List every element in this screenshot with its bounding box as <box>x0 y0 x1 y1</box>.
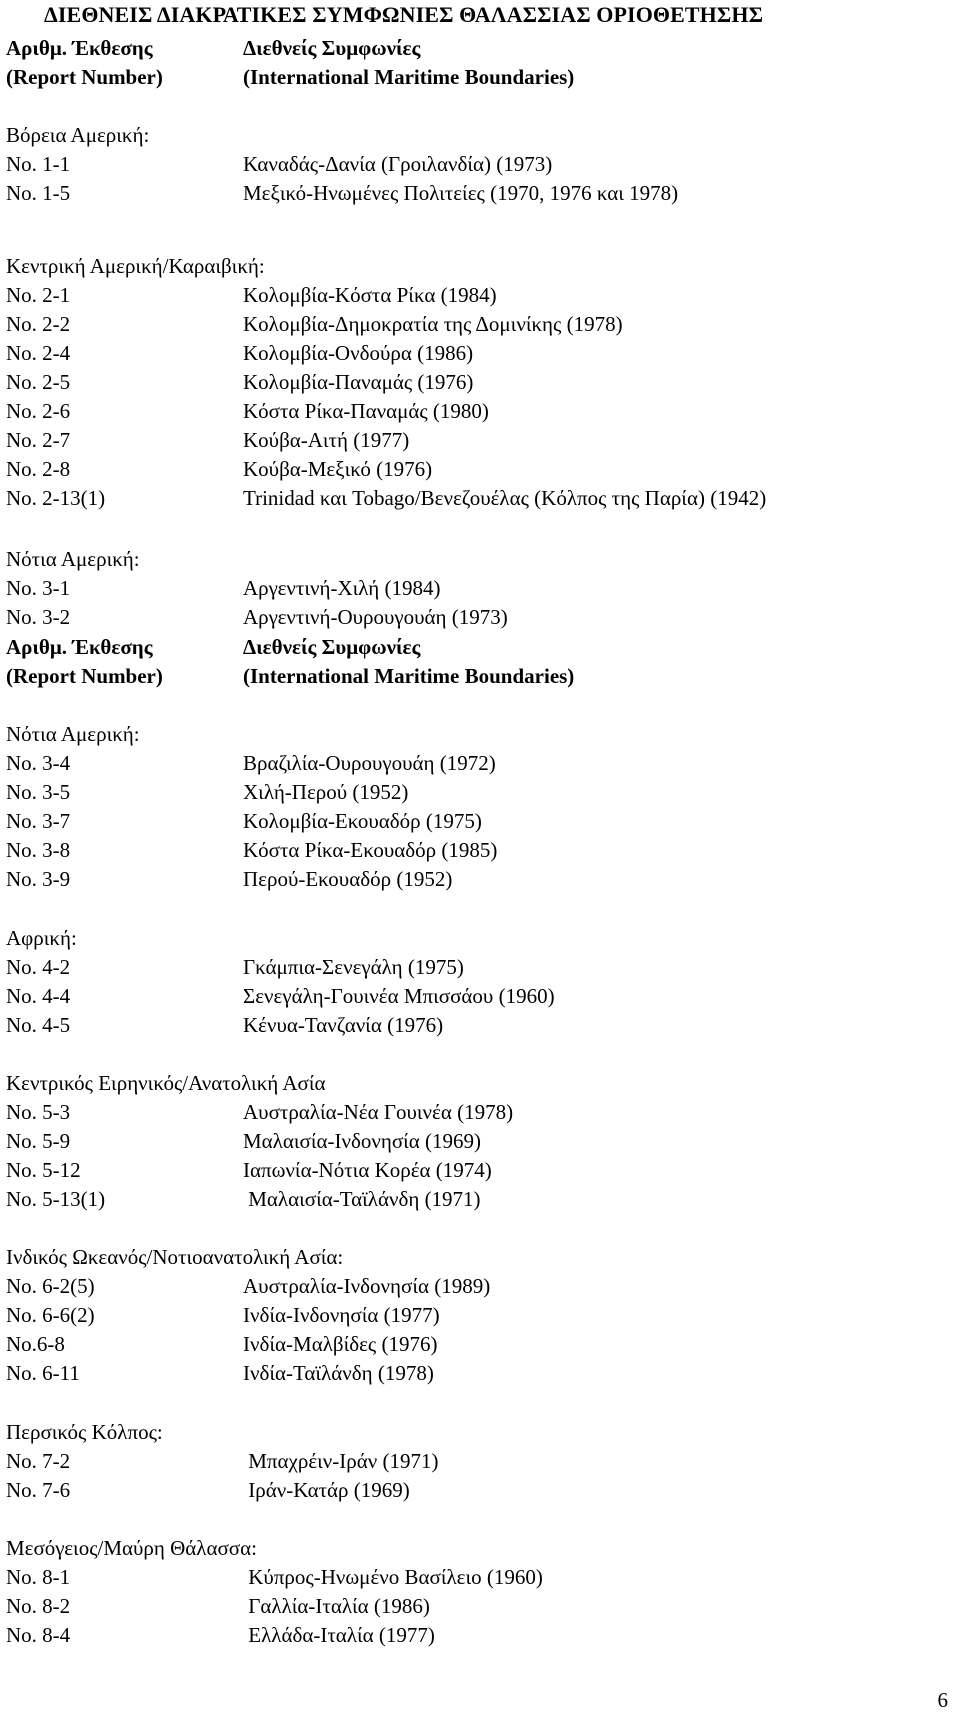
report-number: No.6-8 <box>6 1332 65 1356</box>
section-heading: Αφρική: <box>6 926 77 950</box>
list-item <box>6 749 946 778</box>
report-number: No. 1-5 <box>6 181 71 205</box>
section-africa <box>6 924 946 1040</box>
list-item <box>6 1621 946 1650</box>
agreement-name: Κύπρος-Ηνωμένο Βασίλειο (1960) <box>243 1565 543 1589</box>
report-number: No. 2-6 <box>6 399 71 423</box>
agreements-header: Διεθνείς Συμφωνίες <box>243 36 421 60</box>
agreement-name: Κόστα Ρίκα-Εκουαδόρ (1985) <box>243 838 498 862</box>
report-number: No. 3-7 <box>6 809 71 833</box>
report-number: No. 8-2 <box>6 1594 71 1618</box>
list-item <box>6 982 946 1011</box>
report-number: No. 4-5 <box>6 1013 71 1037</box>
list-item <box>6 1563 946 1592</box>
list-item <box>6 1098 946 1127</box>
section-indian-ocean <box>6 1243 946 1388</box>
section-south-america-2 <box>6 720 946 894</box>
report-number: No. 2-2 <box>6 312 71 336</box>
list-item <box>6 368 946 397</box>
agreement-name: Ελλάδα-Ιταλία (1977) <box>243 1623 435 1647</box>
report-number: No. 5-13(1) <box>6 1187 106 1211</box>
agreement-name: Γκάμπια-Σενεγάλη (1975) <box>243 955 464 979</box>
report-number: No. 3-4 <box>6 751 71 775</box>
page-title: ΔΙΕΘΝΕΙΣ ΔΙΑΚΡΑΤΙΚΕΣ ΣΥΜΦΩΝΙΕΣ ΘΑΛΑΣΣΙΑΣ ΟΡΙΟΘΕΤΗΣΗΣ <box>44 2 764 27</box>
list-item <box>6 865 946 894</box>
section-heading: Κεντρικός Ειρηνικός/Ανατολική Ασία <box>6 1071 326 1095</box>
report-number: No. 1-1 <box>6 152 71 176</box>
report-number: No. 8-1 <box>6 1565 71 1589</box>
column-header <box>6 34 946 92</box>
report-number: No. 2-1 <box>6 283 71 307</box>
report-number: No. 5-12 <box>6 1158 81 1182</box>
report-number: No. 4-2 <box>6 955 71 979</box>
agreement-name: Κόστα Ρίκα-Παναμάς (1980) <box>243 399 489 423</box>
list-item <box>6 1272 946 1301</box>
agreement-name: Ινδία-Ταϊλάνδη (1978) <box>243 1361 434 1385</box>
section-heading: Περσικός Κόλπος: <box>6 1420 163 1444</box>
list-item <box>6 1592 946 1621</box>
agreement-name: Κούβα-Μεξικό (1976) <box>243 457 433 481</box>
agreement-name: Αυστραλία-Ινδονησία (1989) <box>243 1274 491 1298</box>
agreement-name: Μαλαισία-Ινδονησία (1969) <box>243 1129 482 1153</box>
agreement-name: Ιράν-Κατάρ (1969) <box>243 1478 410 1502</box>
report-number: No. 6-11 <box>6 1361 80 1385</box>
section-heading: Ινδικός Ωκεανός/Νοτιοανατολική Ασία: <box>6 1245 344 1269</box>
list-item <box>6 339 946 368</box>
report-number: No. 8-4 <box>6 1623 71 1647</box>
agreement-name: Κολομβία-Παναμάς (1976) <box>243 370 474 394</box>
report-number-header: Αριθμ. Έκθεσης <box>6 36 153 60</box>
report-number: No. 3-1 <box>6 576 71 600</box>
list-item <box>6 150 946 179</box>
list-item <box>6 310 946 339</box>
report-number: No. 2-13(1) <box>6 486 106 510</box>
section-heading: Βόρεια Αμερική: <box>6 123 150 147</box>
report-number: No. 3-8 <box>6 838 71 862</box>
agreement-name: Περού-Εκουαδόρ (1952) <box>243 867 453 891</box>
report-number: No. 2-8 <box>6 457 71 481</box>
list-item <box>6 603 946 632</box>
list-item <box>6 953 946 982</box>
report-number: No. 2-4 <box>6 341 71 365</box>
section-persian-gulf <box>6 1418 946 1505</box>
list-item <box>6 179 946 208</box>
report-number: No. 4-4 <box>6 984 71 1008</box>
report-number-header-en: (Report Number) <box>6 664 163 688</box>
list-item <box>6 281 946 310</box>
list-item <box>6 1127 946 1156</box>
list-item <box>6 1330 946 1359</box>
agreement-name: Μαλαισία-Ταϊλάνδη (1971) <box>243 1187 481 1211</box>
report-number: No. 3-2 <box>6 605 71 629</box>
column-header-repeat <box>6 633 946 691</box>
agreement-name: Αργεντινή-Ουρουγουάη (1973) <box>243 605 508 629</box>
list-item <box>6 426 946 455</box>
report-number: No. 5-9 <box>6 1129 71 1153</box>
list-item <box>6 807 946 836</box>
report-number: No. 7-6 <box>6 1478 71 1502</box>
agreement-name: Γαλλία-Ιταλία (1986) <box>243 1594 430 1618</box>
list-item <box>6 836 946 865</box>
section-central-america <box>6 252 946 513</box>
page-number: 6 <box>937 1688 948 1712</box>
agreements-header-en: (International Maritime Boundaries) <box>243 65 575 89</box>
agreement-name: Χιλή-Περού (1952) <box>243 780 409 804</box>
report-number: No. 3-5 <box>6 780 71 804</box>
list-item <box>6 455 946 484</box>
agreement-name: Κολομβία-Δημοκρατία της Δομινίκης (1978) <box>243 312 623 336</box>
list-item <box>6 574 946 603</box>
agreement-name: Μεξικό-Ηνωμένες Πολιτείες (1970, 1976 και 1978) <box>243 181 679 205</box>
agreement-name: Κούβα-Αιτή (1977) <box>243 428 410 452</box>
section-heading: Κεντρική Αμερική/Καραιβική: <box>6 254 265 278</box>
section-heading: Νότια Αμερική: <box>6 547 140 571</box>
section-pacific-east-asia <box>6 1069 946 1214</box>
list-item <box>6 1011 946 1040</box>
agreement-name: Αργεντινή-Χιλή (1984) <box>243 576 441 600</box>
list-item <box>6 1359 946 1388</box>
agreement-name: Καναδάς-Δανία (Γροιλανδία) (1973) <box>243 152 553 176</box>
report-number: No. 2-7 <box>6 428 71 452</box>
report-number: No. 5-3 <box>6 1100 71 1124</box>
report-number: No. 7-2 <box>6 1449 71 1473</box>
agreement-name: Κολομβία-Ονδούρα (1986) <box>243 341 474 365</box>
agreement-name: Αυστραλία-Νέα Γουινέα (1978) <box>243 1100 514 1124</box>
section-south-america-1 <box>6 545 946 632</box>
agreement-name: Κολομβία-Εκουαδόρ (1975) <box>243 809 482 833</box>
agreement-name: Ινδία-Ινδονησία (1977) <box>243 1303 440 1327</box>
list-item <box>6 1156 946 1185</box>
report-number-header: Αριθμ. Έκθεσης <box>6 635 153 659</box>
list-item <box>6 484 946 513</box>
list-item <box>6 1476 946 1505</box>
section-mediterranean <box>6 1534 946 1650</box>
list-item <box>6 397 946 426</box>
report-number: No. 6-2(5) <box>6 1274 95 1298</box>
report-number: No. 6-6(2) <box>6 1303 95 1327</box>
agreement-name: Κολομβία-Κόστα Ρίκα (1984) <box>243 283 497 307</box>
agreement-name: Ινδία-Μαλβίδες (1976) <box>243 1332 438 1356</box>
list-item <box>6 1447 946 1476</box>
agreement-name: Βραζιλία-Ουρουγουάη (1972) <box>243 751 496 775</box>
section-heading: Νότια Αμερική: <box>6 722 140 746</box>
report-number: No. 2-5 <box>6 370 71 394</box>
list-item <box>6 1185 946 1214</box>
report-number-header-en: (Report Number) <box>6 65 163 89</box>
list-item <box>6 1301 946 1330</box>
agreement-name: Ιαπωνία-Νότια Κορέα (1974) <box>243 1158 492 1182</box>
agreement-name: Μπαχρέιν-Ιράν (1971) <box>243 1449 439 1473</box>
agreement-name: Κένυα-Τανζανία (1976) <box>243 1013 444 1037</box>
section-north-america <box>6 121 946 208</box>
list-item <box>6 778 946 807</box>
agreement-name: Σενεγάλη-Γουινέα Μπισσάου (1960) <box>243 984 555 1008</box>
agreement-name: Trinidad και Tobago/Βενεζουέλας (Κόλπος της Παρία) (1942) <box>243 486 767 510</box>
report-number: No. 3-9 <box>6 867 71 891</box>
agreements-header: Διεθνείς Συμφωνίες <box>243 635 421 659</box>
section-heading: Μεσόγειος/Μαύρη Θάλασσα: <box>6 1536 257 1560</box>
agreements-header-en: (International Maritime Boundaries) <box>243 664 575 688</box>
